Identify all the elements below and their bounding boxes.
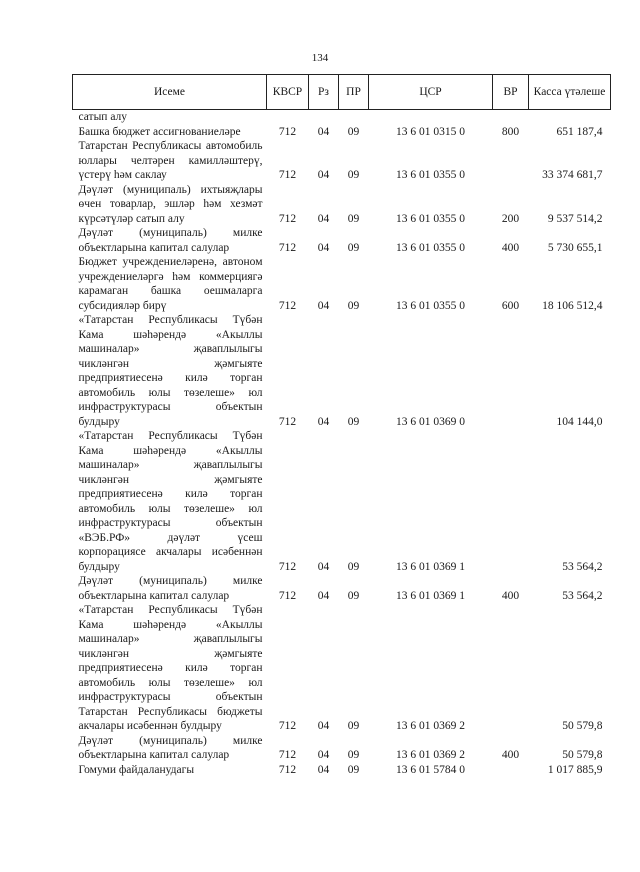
row-rz: 04	[317, 749, 330, 761]
row-name: сатып алу	[78, 111, 128, 123]
row-csr	[369, 110, 493, 125]
row-pr: 09	[347, 125, 360, 138]
row-kvsr: 712	[278, 241, 297, 254]
row-rz	[309, 110, 339, 125]
row-csr: 13 6 01 0369 0	[396, 415, 465, 428]
header-rz: Рз	[309, 75, 339, 110]
row-amount: 5 730 655,1	[547, 241, 603, 254]
row-kvsr	[267, 110, 309, 125]
row-rz: 04	[317, 415, 330, 428]
row-csr: 13 6 01 0369 1	[396, 560, 465, 573]
row-kvsr: 712	[278, 589, 297, 602]
table-row	[73, 139, 611, 183]
row-name: Дәүләт (муниципаль) ихтыяҗлары өчен товарлар, эшләр һәм хезмәт күрсәтүләр сатып алу	[78, 183, 263, 225]
row-csr: 13 6 01 0355 0	[396, 299, 465, 312]
row-amount: 53 564,2	[562, 589, 603, 602]
row-kvsr: 712	[278, 299, 297, 312]
row-pr: 09	[347, 763, 360, 776]
row-name: Гомуми файдаланудагы	[78, 763, 195, 776]
row-kvsr: 712	[278, 749, 297, 761]
row-amount: 104 144,0	[556, 415, 603, 428]
row-kvsr: 712	[278, 720, 297, 732]
row-csr: 13 6 01 0369 2	[396, 720, 465, 732]
header-vr: ВР	[493, 75, 529, 110]
row-rz: 04	[317, 589, 330, 602]
header-kvsr: КВСР	[267, 75, 309, 110]
row-vr: 200	[501, 212, 520, 225]
row-pr: 09	[347, 720, 360, 732]
row-rz: 04	[317, 125, 330, 138]
row-vr: 400	[501, 589, 520, 602]
row-pr: 09	[347, 749, 360, 761]
table-row	[73, 603, 611, 734]
row-kvsr: 712	[278, 125, 297, 138]
row-name: Бюджет учреждениеләренә, автоном учреждениеләргә һәм коммерциягә карамаган башка оешмаларга субсидияләр бирү	[78, 256, 263, 312]
row-amount: 50 579,8	[562, 720, 603, 732]
row-kvsr: 712	[278, 212, 297, 225]
row-pr: 09	[347, 589, 360, 602]
row-rz: 04	[317, 169, 330, 181]
row-vr: 400	[501, 749, 520, 761]
table-row	[73, 255, 611, 313]
row-pr: 09	[347, 415, 360, 428]
row-vr	[493, 110, 529, 125]
row-amount: 18 106 512,4	[542, 299, 603, 312]
table-row	[73, 110, 611, 125]
budget-table	[72, 74, 611, 777]
row-name: Башка бюджет ассигнованиеләре	[78, 125, 241, 138]
header-csr: ЦСР	[369, 75, 493, 110]
row-name: Дәүләт (муниципаль) милке объектларына капитал салулар	[78, 227, 263, 254]
row-amount: 33 374 681,7	[542, 169, 603, 181]
row-pr: 09	[347, 169, 360, 181]
row-amount: 53 564,2	[562, 560, 603, 573]
row-rz: 04	[317, 299, 330, 312]
row-csr: 13 6 01 0355 0	[396, 241, 465, 254]
row-amount: 9 537 514,2	[547, 212, 603, 225]
table-row	[73, 734, 611, 763]
row-vr	[493, 313, 529, 429]
table-row	[73, 226, 611, 255]
row-vr: 600	[501, 299, 520, 312]
row-rz: 04	[317, 720, 330, 732]
row-name: «Татарстан Республикасы Түбән Кама шәһәрендә «Акыллы машиналар» җаваплылыгы чикләнгән җәмгыяте предприятиесенә килә торган автомобиль юлы төзелеше» юл инфраструктурасы объектын «ВЭБ.РФ» дәүләт үсеш корпорациясе акчалары исәбеннән булдыру	[78, 430, 263, 573]
row-vr	[493, 603, 529, 734]
row-pr	[339, 110, 369, 125]
row-name: «Татарстан Республикасы Түбән Кама шәһәрендә «Акыллы машиналар» җаваплылыгы чикләнгән җәмгыяте предприятиесенә килә торган автомобиль юлы төзелеше» юл инфраструктурасы объектын Татарстан Республикасы бюджеты акчалары исәбеннән булдыру	[78, 604, 263, 732]
row-csr: 13 6 01 0369 1	[396, 589, 465, 602]
row-rz: 04	[317, 212, 330, 225]
row-rz: 04	[317, 763, 330, 776]
table-header-row	[73, 75, 611, 110]
table-row	[73, 763, 611, 778]
row-name: Дәүләт (муниципаль) милке объектларына капитал салулар	[78, 734, 263, 761]
table-row	[73, 429, 611, 574]
row-vr: 800	[501, 125, 520, 138]
row-pr: 09	[347, 212, 360, 225]
row-amount: 651 187,4	[556, 125, 603, 138]
page-number: 134	[311, 52, 329, 64]
row-kvsr: 712	[278, 169, 297, 181]
header-kassa: Касса үтәлеше	[529, 75, 611, 110]
row-rz: 04	[317, 241, 330, 254]
header-name: Исеме	[73, 75, 267, 110]
row-csr: 13 6 01 0355 0	[396, 169, 465, 181]
row-amount: 1 017 885,9	[547, 763, 603, 776]
row-rz: 04	[317, 560, 330, 573]
row-amount: 50 579,8	[562, 749, 603, 761]
table-row	[73, 313, 611, 429]
row-pr: 09	[347, 241, 360, 254]
row-name: Татарстан Республикасы автомобиль юллары челтәрен камилләштерү, үстерү һәм саклау	[78, 140, 263, 181]
row-csr: 13 6 01 0315 0	[396, 125, 465, 138]
table-row	[73, 183, 611, 227]
row-vr	[493, 429, 529, 574]
row-vr: 400	[501, 241, 520, 254]
header-pr: ПР	[339, 75, 369, 110]
row-csr: 13 6 01 5784 0	[396, 763, 465, 776]
row-vr	[493, 763, 529, 778]
row-kvsr: 712	[278, 763, 297, 776]
row-kvsr: 712	[278, 415, 297, 428]
row-csr: 13 6 01 0369 2	[396, 749, 465, 761]
row-vr	[493, 139, 529, 183]
table-row	[73, 574, 611, 603]
row-name: «Татарстан Республикасы Түбән Кама шәһәрендә «Акыллы машиналар» җаваплылыгы чикләнгән җәмгыяте предприятиесенә килә торган автомобиль юлы төзелеше» юл инфраструктурасы объектын булдыру	[78, 314, 263, 428]
row-kvsr: 712	[278, 560, 297, 573]
table-row	[73, 125, 611, 140]
row-amount	[529, 110, 611, 125]
row-pr: 09	[347, 299, 360, 312]
row-csr: 13 6 01 0355 0	[396, 212, 465, 225]
row-name: Дәүләт (муниципаль) милке объектларына капитал салулар	[78, 575, 263, 602]
row-pr: 09	[347, 560, 360, 573]
